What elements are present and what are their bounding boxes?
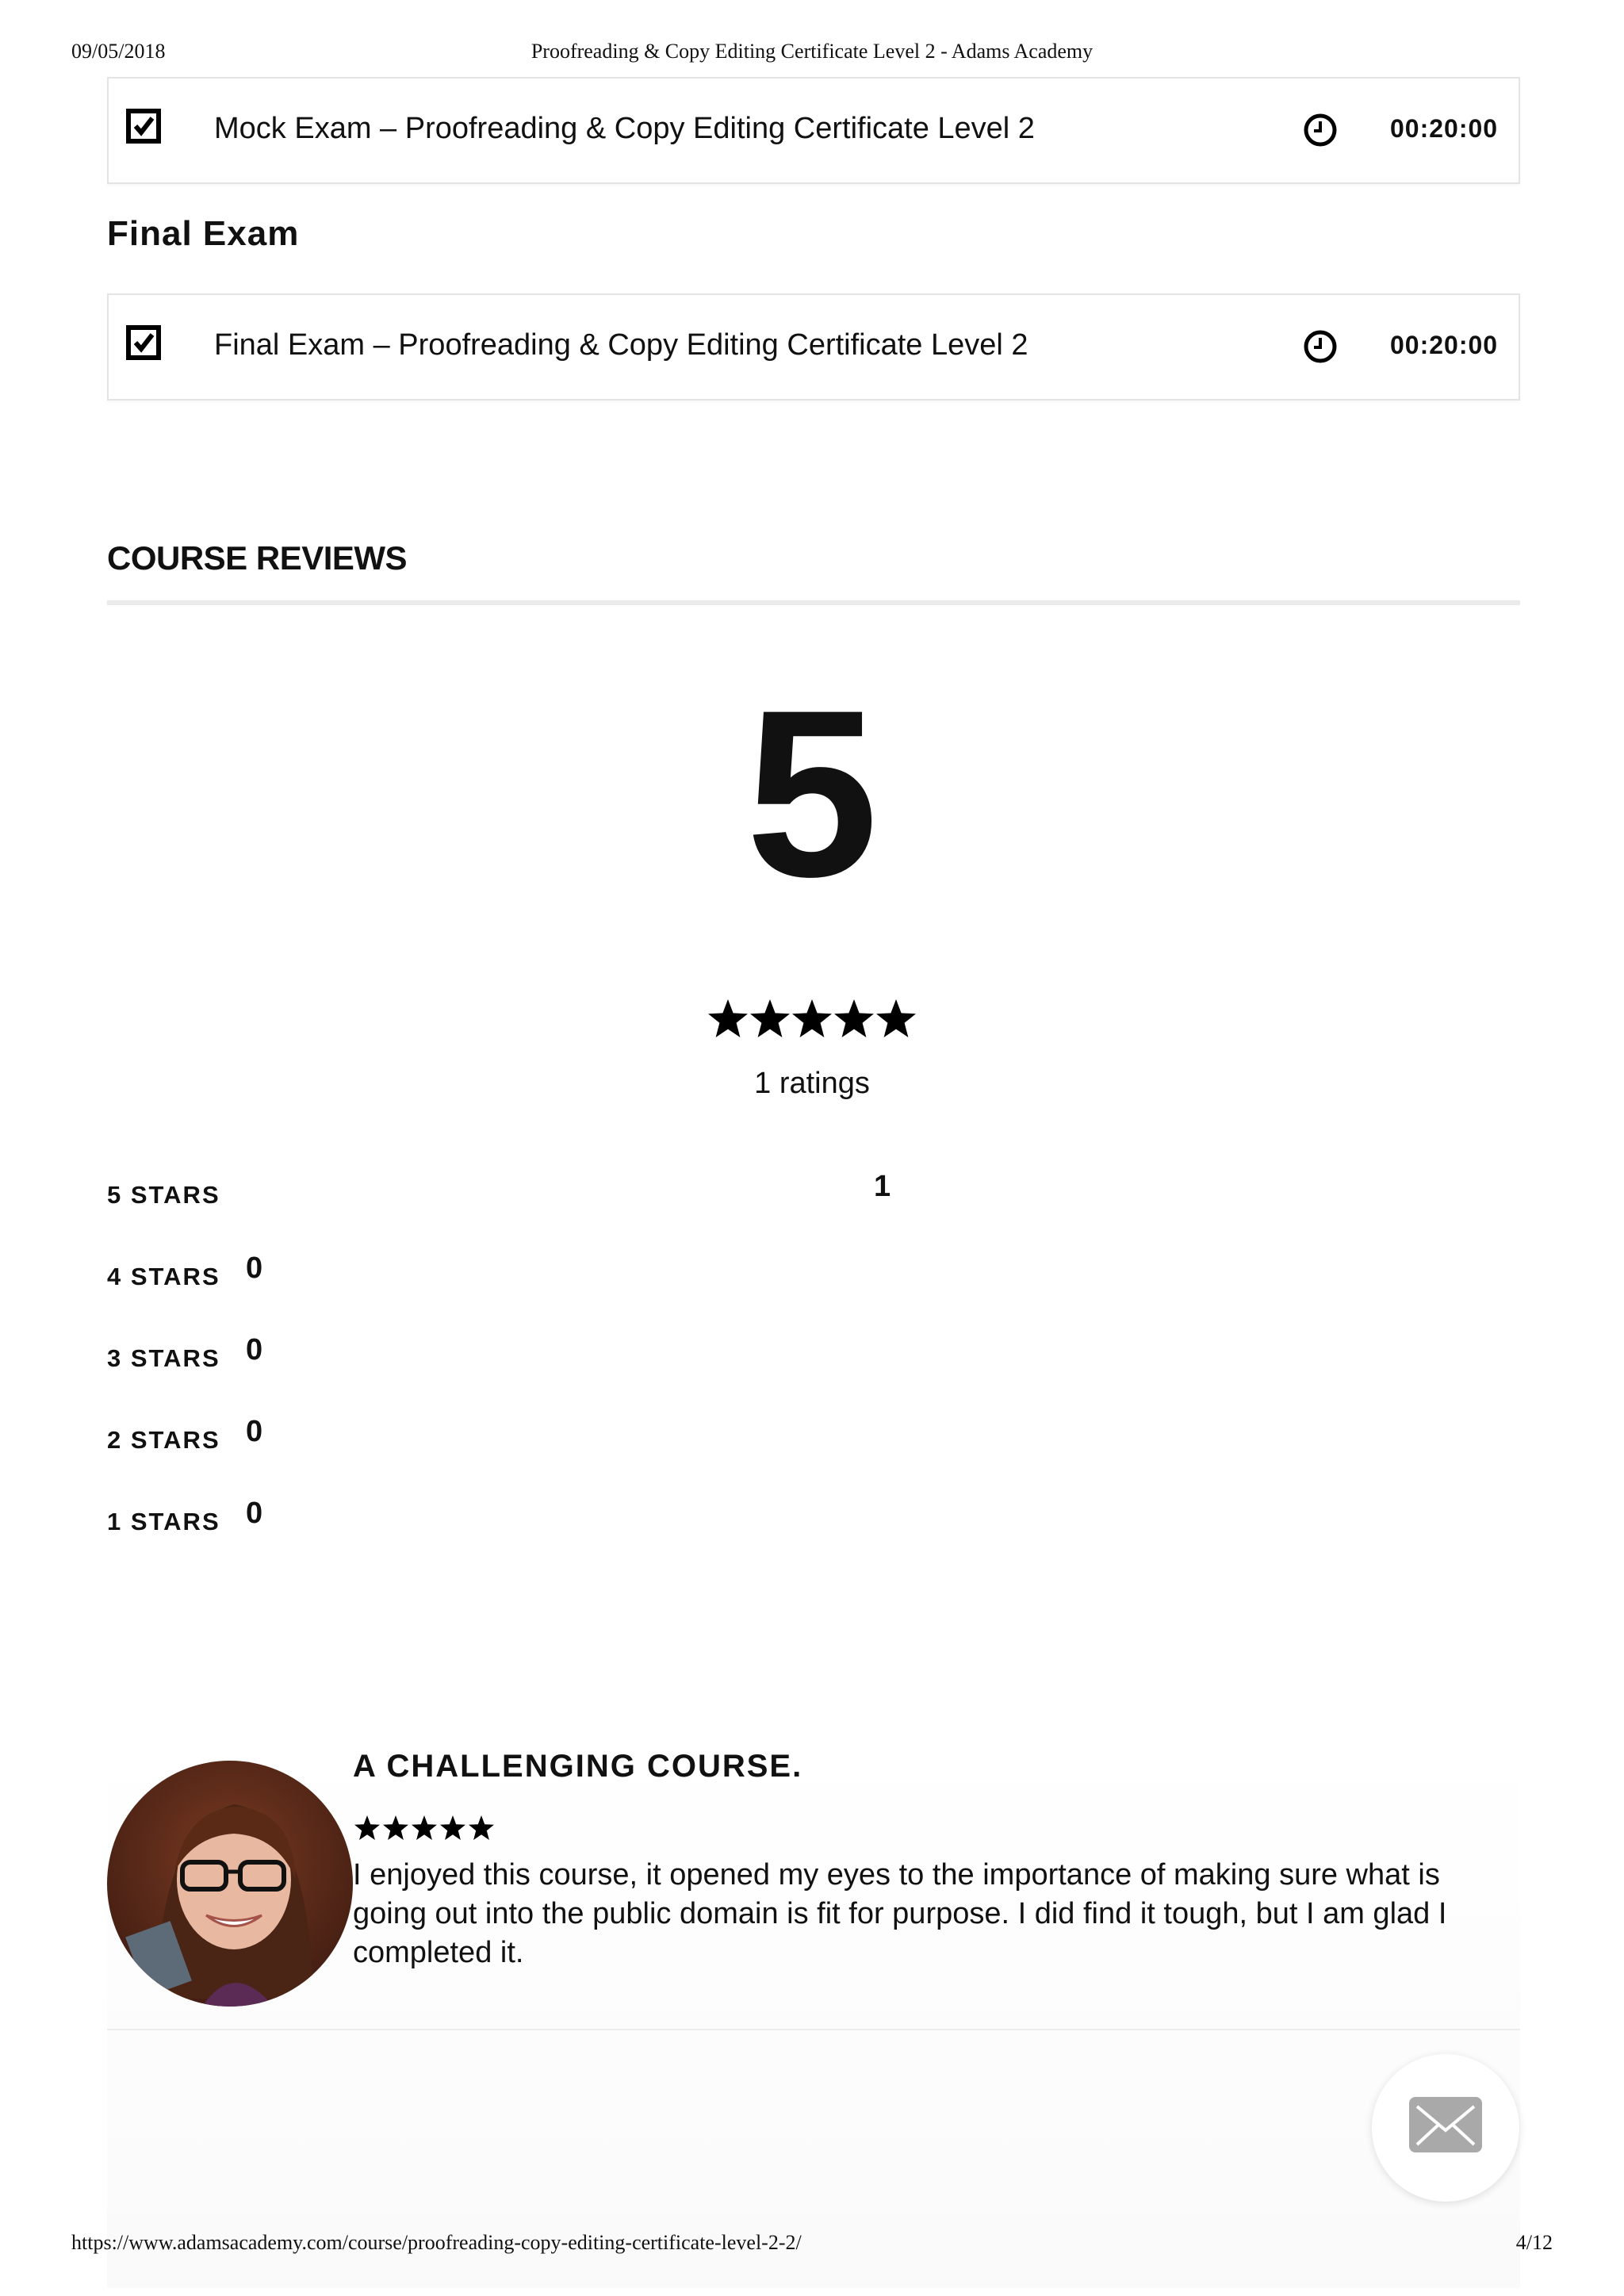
review-text: I enjoyed this course, it opened my eyes to the importance of making sure what is going out into the public domain is fit for purpose. I did find it tough, but I am glad I completed it. [353,1858,1447,1969]
review-title: A CHALLENGING COURSE. [353,1749,803,1784]
envelope-icon [1409,2097,1482,2152]
rating-count: 1 [874,1170,891,1203]
print-page-number: 4/12 [1515,2231,1553,2254]
lesson-title: Mock Exam – Proofreading & Copy Editing Certificate Level 2 [214,112,1035,145]
rating-label: 2 STARS [107,1426,220,1454]
rating-count: 0 [246,1415,263,1448]
star-icon [412,1815,437,1840]
rating-label: 4 STARS [107,1263,220,1290]
clock-icon [1302,328,1339,365]
rating-count: 0 [246,1333,263,1366]
star-icon [708,999,748,1037]
star-icon [354,1815,380,1840]
clock-icon [1302,112,1339,148]
quiz-checkbox-icon [126,109,161,144]
message-button[interactable] [1372,2054,1519,2202]
star-icon [469,1815,494,1840]
lesson-duration: 00:20:00 [1390,114,1499,143]
rating-label: 1 STARS [107,1508,220,1535]
divider [107,2029,1520,2030]
print-url: https://www.adamsacademy.com/course/proofreading-copy-editing-certificate-level-2-2/ [71,2231,802,2254]
lesson-final-exam[interactable] [107,293,1520,401]
lesson-duration: 00:20:00 [1390,331,1499,359]
rating-label: 5 STARS [107,1181,220,1209]
review-item [107,1737,1520,2288]
lesson-mock-exam[interactable] [107,77,1520,184]
section-heading-final-exam: Final Exam [107,214,300,253]
star-icon [440,1815,465,1840]
ratings-count: 1 ratings [754,1067,870,1100]
print-page-title: Proofreading & Copy Editing Certificate Level 2 - Adams Academy [530,40,1094,63]
average-stars [706,998,920,1046]
quiz-checkbox-icon [126,325,161,360]
rating-count: 0 [246,1251,263,1285]
average-rating: 5 [745,660,879,926]
star-icon [876,999,916,1037]
star-icon [383,1815,408,1840]
print-date: 09/05/2018 [71,40,166,63]
review-stars [353,1815,496,1847]
divider [107,600,1520,605]
star-icon [834,999,874,1037]
rating-label: 3 STARS [107,1344,220,1372]
reviewer-avatar [107,1761,353,2007]
star-icon [750,999,790,1037]
star-icon [792,999,832,1037]
rating-count: 0 [246,1497,263,1530]
course-reviews-heading: COURSE REVIEWS [107,539,408,577]
lesson-title: Final Exam – Proofreading & Copy Editing Certificate Level 2 [214,328,1028,362]
